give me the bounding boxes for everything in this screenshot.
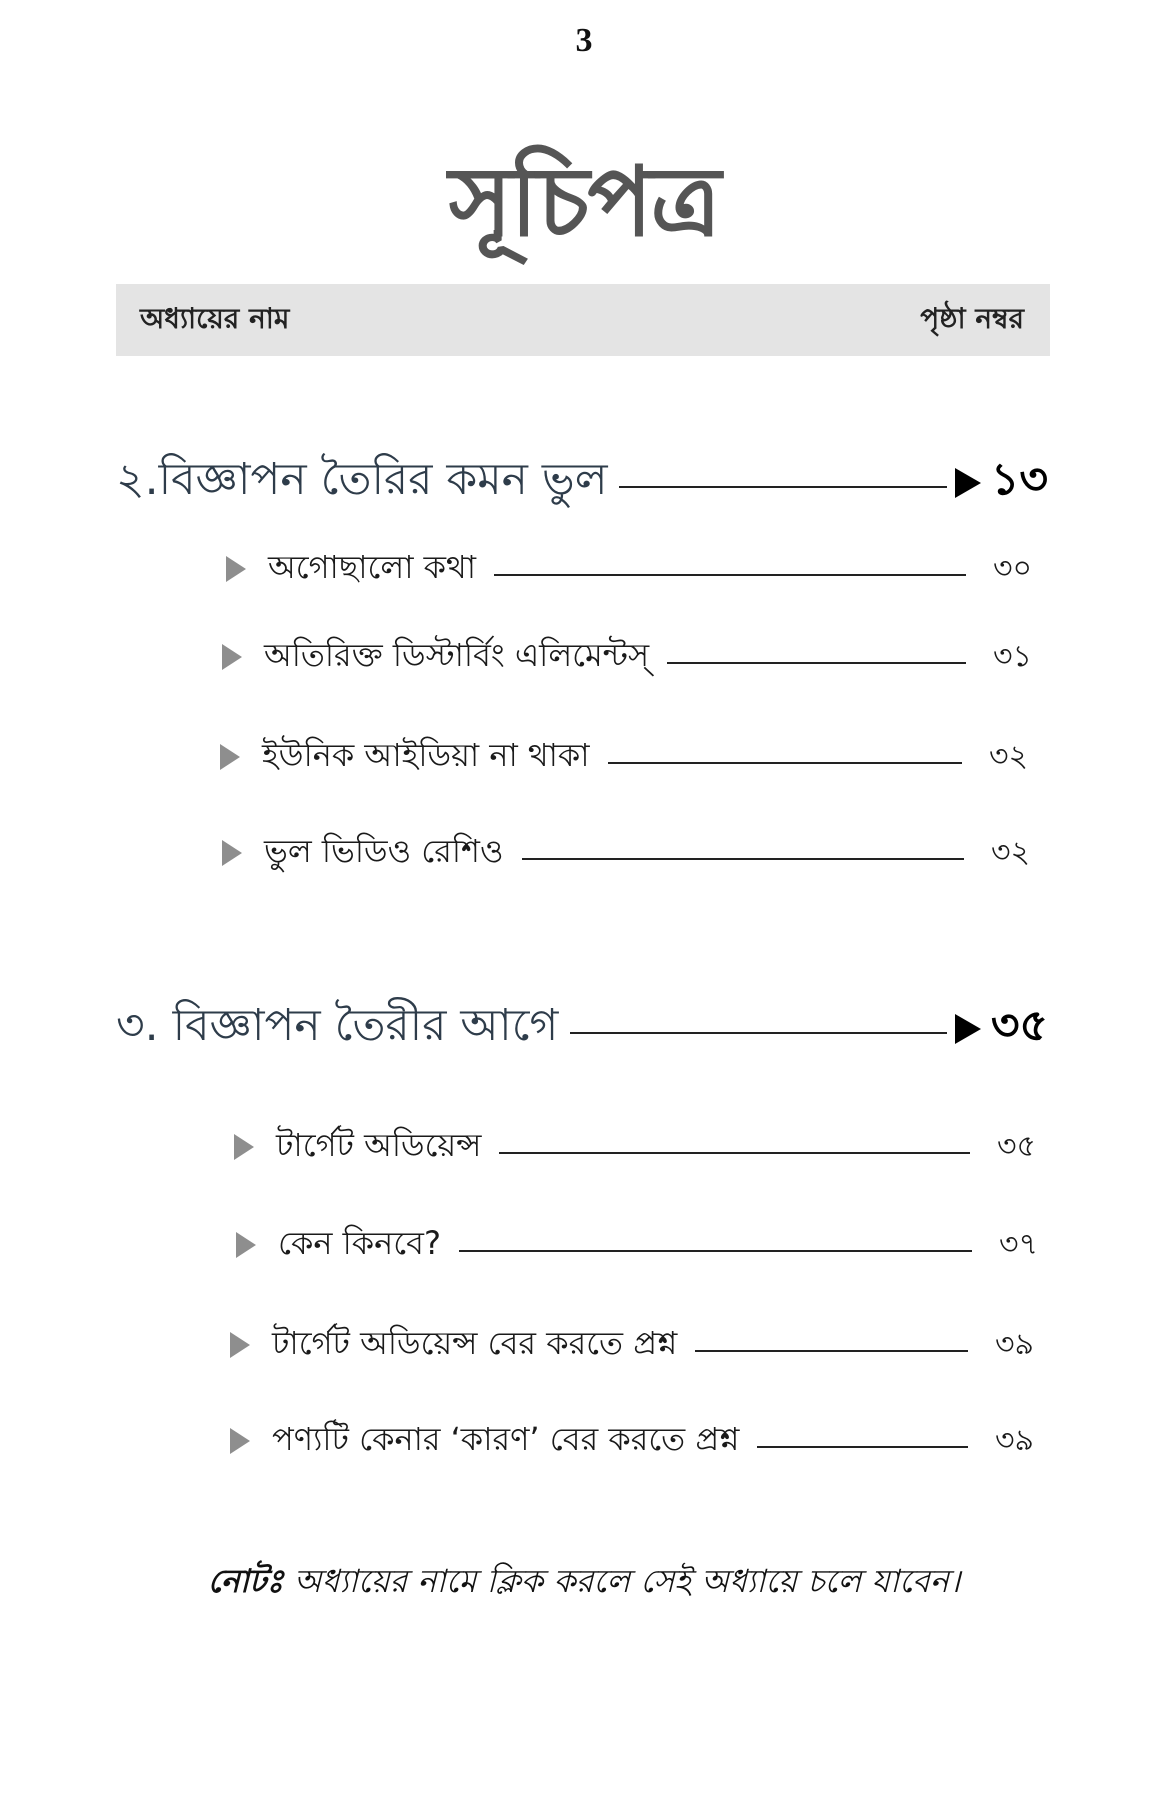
chapter-page-number: ৩৫ (990, 1000, 1048, 1051)
leader-line (499, 1152, 970, 1154)
bullet-triangle-icon (236, 1232, 256, 1258)
entry-page-number: ৩২ (988, 738, 1028, 774)
entry-title: অগোছালো কথা (268, 548, 477, 586)
toc-entry[interactable] (222, 826, 1030, 880)
entry-page-number: ৩৫ (997, 1128, 1036, 1164)
leader-line (522, 858, 964, 860)
bullet-triangle-icon (230, 1332, 250, 1358)
entry-title: অতিরিক্ত ডিস্টার্বিং এলিমেন্টস্ (264, 636, 650, 674)
leader-line (667, 662, 966, 664)
entry-title: টার্গেট অডিয়েন্স (276, 1126, 482, 1164)
bullet-triangle-icon (234, 1134, 254, 1160)
toc-header (116, 284, 1050, 356)
leader-line (619, 486, 946, 488)
page-number-column-label: পৃষ্ঠা নম্বর (920, 301, 1024, 335)
chapter-title: ৩. বিজ্ঞাপন তৈরীর আগে (116, 1000, 559, 1051)
entry-title: কেন কিনবে? (278, 1224, 441, 1262)
entry-page-number: ৩৭ (998, 1226, 1038, 1262)
arrow-right-icon (955, 1014, 981, 1044)
entry-page-number: ৩৯ (995, 1326, 1034, 1362)
entry-title: ইউনিক আইডিয়া না থাকা (262, 736, 590, 774)
toc-entry[interactable] (236, 1218, 1038, 1272)
bullet-triangle-icon (220, 744, 240, 770)
leader-line (494, 574, 966, 576)
toc-entry[interactable] (220, 730, 1028, 784)
entry-page-number: ৩৯ (995, 1422, 1034, 1458)
bullet-triangle-icon (222, 644, 242, 670)
note-text: অধ্যায়ের নামে ক্লিক করলে সেই অধ্যায়ে চলে যাবেন। (293, 1562, 961, 1600)
entry-page-number: ৩১ (993, 638, 1032, 674)
chapter-title: ২.বিজ্ঞাপন তৈরির কমন ভুল (116, 454, 608, 505)
chapter-name-column-label: অধ্যায়ের নাম (140, 301, 290, 335)
page-title: সূচিপত্র (448, 146, 720, 258)
bullet-triangle-icon (222, 840, 242, 866)
leader-line (570, 1032, 947, 1034)
entry-title: ভুল ভিডিও রেশিও (264, 832, 504, 870)
toc-entry[interactable] (226, 542, 1032, 596)
leader-line (695, 1350, 968, 1352)
toc-chapter-3[interactable] (116, 992, 1048, 1065)
toc-entry[interactable] (222, 630, 1032, 684)
toc-entry[interactable] (230, 1414, 1034, 1468)
chapter-page-number: ১৩ (990, 454, 1048, 505)
bullet-triangle-icon (226, 556, 246, 582)
entry-page-number: ৩০ (992, 550, 1032, 586)
toc-chapter-2[interactable] (116, 446, 1048, 519)
entry-page-number: ৩২ (990, 834, 1030, 870)
toc-entry[interactable] (230, 1318, 1034, 1372)
leader-line (459, 1250, 972, 1252)
leader-line (757, 1446, 968, 1448)
note-label: নোটঃ (207, 1562, 284, 1600)
entry-title: টার্গেট অডিয়েন্স বের করতে প্রশ্ন (272, 1324, 678, 1362)
entry-title: পণ্যটি কেনার ‘কারণ’ বের করতে প্রশ্ন (272, 1420, 740, 1458)
footnote (0, 1556, 1168, 1610)
bullet-triangle-icon (230, 1428, 250, 1454)
leader-line (608, 762, 962, 764)
page-number: 3 (575, 22, 593, 59)
arrow-right-icon (955, 468, 981, 498)
toc-entry[interactable] (234, 1120, 1036, 1174)
